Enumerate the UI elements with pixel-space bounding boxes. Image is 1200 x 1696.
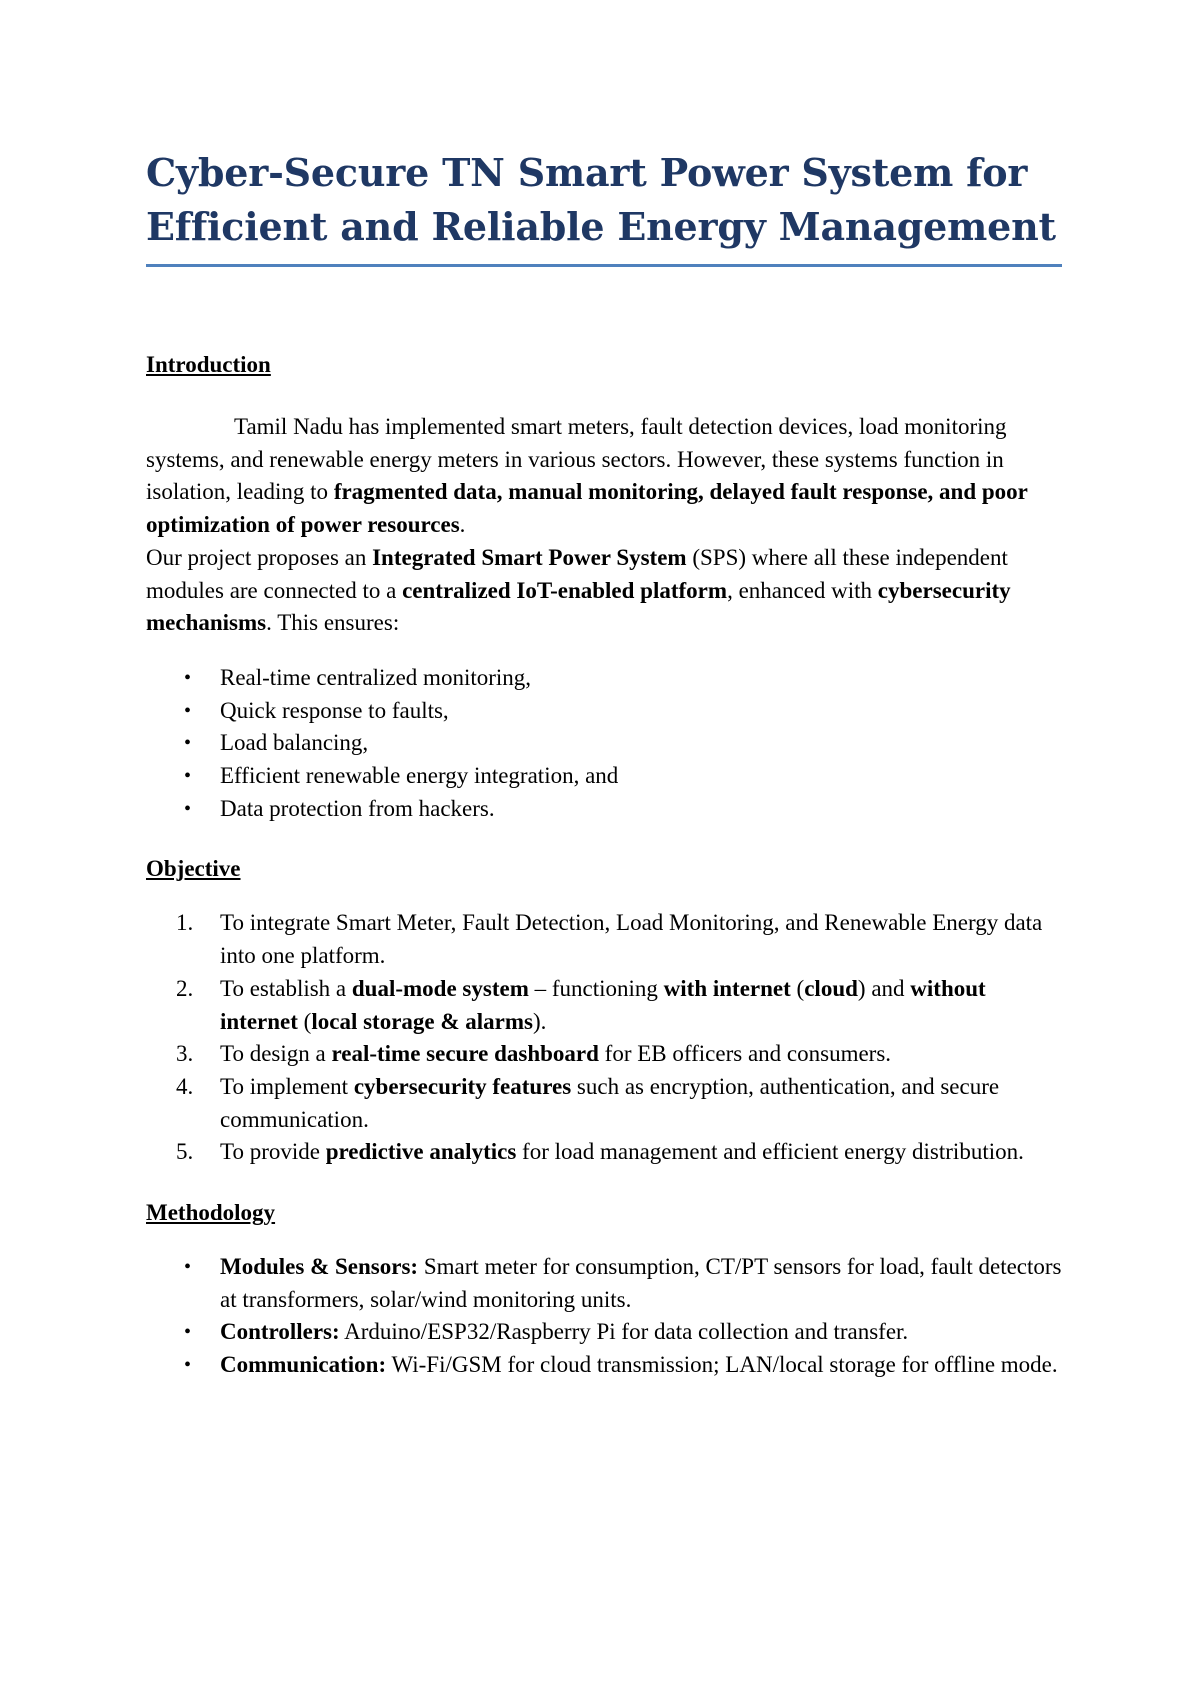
objective-bold: local storage & alarms: [311, 1008, 533, 1034]
bullet-icon: •: [184, 1354, 192, 1377]
list-item: [146, 793, 1062, 826]
objective-text: (: [790, 975, 805, 1001]
intro-p1-text-1: Tamil Nadu has implemented smart meters, fault detection devices, load monitoring systems, and renewable energy meters in various sectors. However, these systems function in isolation, leading to: [146, 414, 1007, 505]
objective-item-5: [146, 1136, 1062, 1169]
methodology-text: Smart meter for consumption, CT/PT sensors for load, fault detectors at transformers, solar/wind monitoring units.: [220, 1254, 1062, 1312]
objective-bold: cloud: [804, 975, 858, 1001]
item-number: 3.: [176, 1041, 194, 1067]
objective-heading: Objective: [146, 856, 241, 882]
bullet-text: Quick response to faults,: [220, 697, 449, 723]
objective-bold: cybersecurity features: [353, 1073, 572, 1099]
item-number: 2.: [176, 975, 194, 1001]
methodology-label: Controllers:: [220, 1319, 340, 1345]
intro-p2-text-3: , enhanced with: [727, 577, 878, 603]
objective-item-2: [146, 973, 1062, 1038]
bullet-icon: •: [184, 765, 192, 788]
item-number: 5.: [176, 1139, 194, 1165]
objective-text: ).: [532, 1008, 547, 1034]
intro-p2-text-2: (SPS) where all these independent modules are connected to a: [146, 544, 1008, 603]
objective-text: To provide: [220, 1139, 326, 1165]
introduction-bullet-list: [146, 662, 1062, 826]
bullet-icon: •: [184, 1256, 192, 1279]
intro-p1-text-2: .: [459, 512, 466, 538]
bullet-icon: •: [184, 1321, 192, 1344]
objective-text: ) and: [857, 975, 911, 1001]
introduction-paragraph-1: [146, 411, 1062, 542]
item-number: 4.: [176, 1073, 194, 1099]
methodology-text: Arduino/ESP32/Raspberry Pi for data collection and transfer.: [339, 1319, 909, 1345]
bullet-text: Data protection from hackers.: [220, 795, 495, 821]
bullet-icon: •: [184, 797, 192, 820]
methodology-item-communication: [146, 1349, 1062, 1382]
objective-text: To implement: [220, 1073, 354, 1099]
list-item: [146, 662, 1062, 695]
bullet-text: Load balancing,: [220, 730, 369, 756]
objective-item-1: [146, 907, 1062, 972]
intro-p2-text-1: Our project proposes an: [146, 544, 373, 570]
objective-text: for EB officers and consumers.: [598, 1041, 892, 1067]
intro-p2-text-4: . This ensures:: [266, 610, 400, 636]
introduction-paragraph-2: [146, 542, 1062, 640]
methodology-label: Communication:: [220, 1352, 387, 1378]
bullet-icon: •: [184, 732, 192, 755]
methodology-item-controllers: [146, 1316, 1062, 1349]
bullet-text: Real-time centralized monitoring,: [220, 664, 532, 690]
methodology-heading: Methodology: [146, 1200, 276, 1226]
objective-text: To design a: [220, 1041, 332, 1067]
intro-p2-bold-2: centralized IoT-enabled platform: [402, 577, 728, 603]
list-item: [146, 695, 1062, 728]
objective-bold: real-time secure dashboard: [331, 1041, 599, 1067]
list-item: [146, 727, 1062, 760]
introduction-heading: Introduction: [146, 352, 271, 377]
objective-text: (: [297, 1008, 312, 1034]
title-line-2: Efficient and Reliable Energy Management: [146, 204, 1056, 249]
objective-item-4: [146, 1071, 1062, 1136]
objective-text: – functioning: [528, 975, 664, 1001]
methodology-item-modules: [146, 1251, 1062, 1316]
objective-text: such as encryption, authentication, and secure communication.: [220, 1073, 1000, 1132]
objective-bold: dual-mode system: [351, 975, 529, 1001]
intro-p2-bold-1: Integrated Smart Power System: [372, 544, 687, 570]
list-item: [146, 760, 1062, 793]
intro-p2-bold-3: cybersecurity mechanisms: [146, 577, 1011, 636]
methodology-text: Wi-Fi/GSM for cloud transmission; LAN/local storage for offline mode.: [386, 1352, 1058, 1378]
objective-item-3: [146, 1038, 1062, 1071]
document-title: [146, 146, 1062, 267]
objective-bold: predictive analytics: [325, 1139, 517, 1165]
bullet-icon: •: [184, 666, 192, 689]
objective-numbered-list: [146, 907, 1062, 1169]
methodology-bullet-list: [146, 1251, 1062, 1382]
objective-text: for load management and efficient energy distribution.: [516, 1139, 1024, 1165]
methodology-label: Modules & Sensors:: [220, 1254, 419, 1280]
title-line-1: Cyber-Secure TN Smart Power System for: [146, 150, 1028, 195]
objective-text: To establish a: [220, 975, 352, 1001]
objective-bold: with internet: [663, 975, 791, 1001]
intro-p1-bold-1: fragmented data, manual monitoring, delayed fault response, and poor optimization of power resources: [146, 479, 1028, 538]
objective-text: To integrate Smart Meter, Fault Detection, Load Monitoring, and Renewable Energy data into one platform.: [220, 910, 1043, 969]
bullet-icon: •: [184, 699, 192, 722]
document-page: [146, 146, 1062, 1382]
bullet-text: Efficient renewable energy integration, and: [220, 763, 619, 789]
objective-bold: without internet: [220, 975, 986, 1034]
item-number: 1.: [176, 910, 194, 936]
